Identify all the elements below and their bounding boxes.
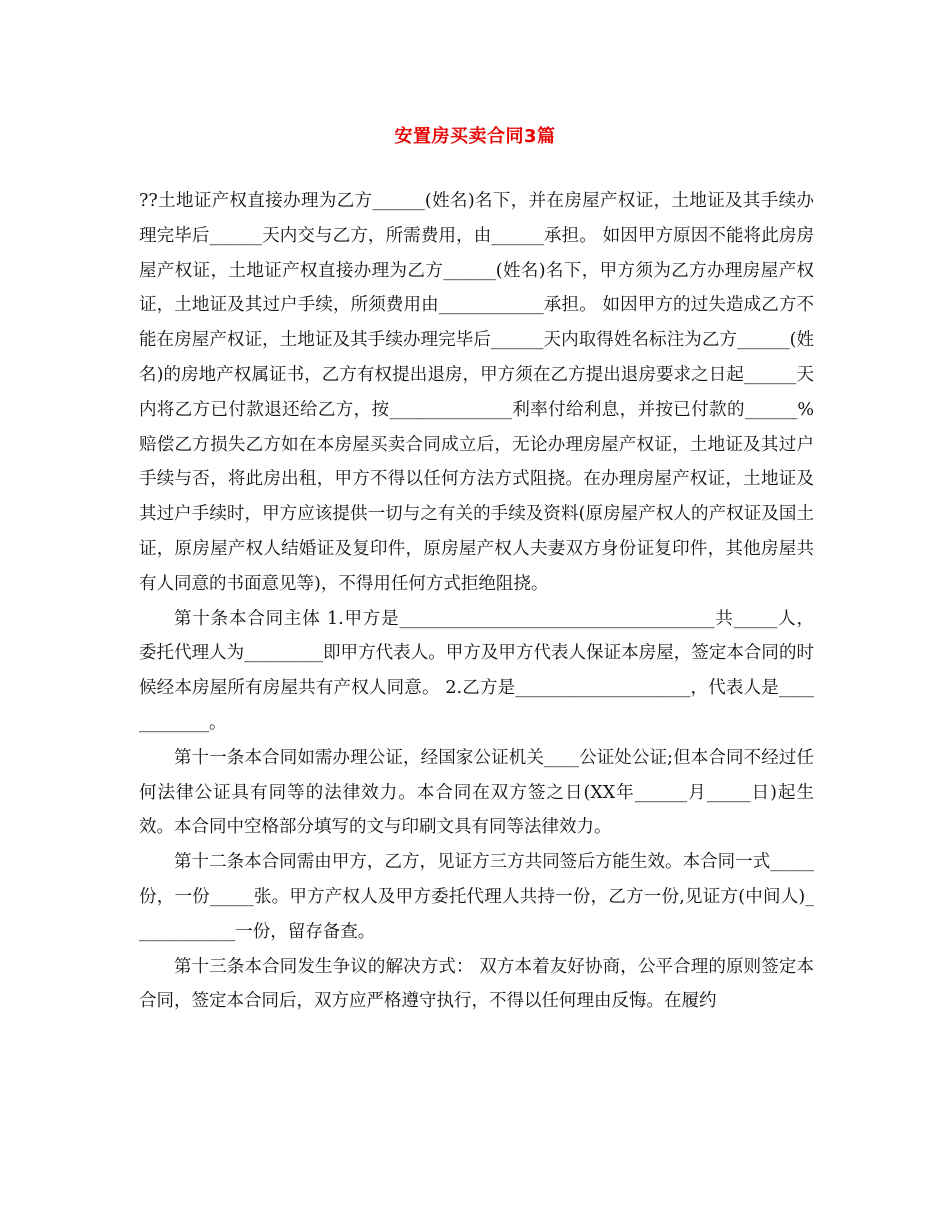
paragraph-clause-9-continued: ??土地证产权直接办理为乙方______(姓名)名下，并在房屋产权证，土地证及其手续办理完毕后______天内交与乙方，所需费用，由______承担。 如因甲方原因不能将此房房屋产权证，土地证产权直接办理为乙方______(姓名)名下，甲方须为乙方办理房屋产权证，土地证及其过户手续，所须费用由____________承担。 如因甲方的过失造成乙方不能在房屋产权证，土地证及其手续办理完毕后______天内取得姓名标注为乙方______(姓名)的房地产权属证书，乙方有权提出退房，甲方须在乙方提出退房要求之日起______天内将乙方已付款退还给乙方，按______________利率付给利息，并按已付款的______%赔偿乙方损失乙方如在本房屋买卖合同成立后，无论办理房屋产权证，土地证及其过户手续与否，将此房出租，甲方不得以任何方法方式阻挠。在办理房屋产权证，土地证及其过户手续时，甲方应该提供一切与之有关的手续及资料(原房屋产权人的产权证及国土证，原房屋产权人结婚证及复印件，原房屋产权人夫妻双方身份证复印件，其他房屋共有人同意的书面意见等)，不得用任何方式拒绝阻挠。 [139, 191, 814, 594]
paragraph-clause-12: 第十二条本合同需由甲方，乙方，见证方三方共同签后方能生效。本合同一式_____份，一份_____张。甲方产权人及甲方委托代理人共持一份，乙方一份,见证方(中间人)____________一份，留存备查。 [139, 852, 814, 942]
document-body [139, 184, 814, 1019]
paragraph-clause-13: 第十三条本合同发生争议的解决方式： 双方本着友好协商，公平合理的原则签定本合同，签定本合同后，双方应严格遵守执行，不得以任何理由反悔。在履约 [139, 956, 814, 1012]
paragraph-clause-10: 第十条本合同主体 1.甲方是____________________________________共_____人，委托代理人为_________即甲方代表人。甲方及甲方代表人保证本房屋，签定本合同的时候经本房屋所有房屋共有产权人同意。 2.乙方是____________________，代表人是____________。 [139, 608, 814, 733]
paragraph-clause-11: 第十一条本合同如需办理公证，经国家公证机关____公证处公证;但本合同不经过任何法律公证具有同等的法律效力。本合同在双方签之日(XX年______月_____日)起生效。本合同中空格部分填写的文与印刷文具有同等法律效力。 [139, 747, 814, 838]
document-title: 安置房买卖合同3篇 [394, 126, 556, 147]
